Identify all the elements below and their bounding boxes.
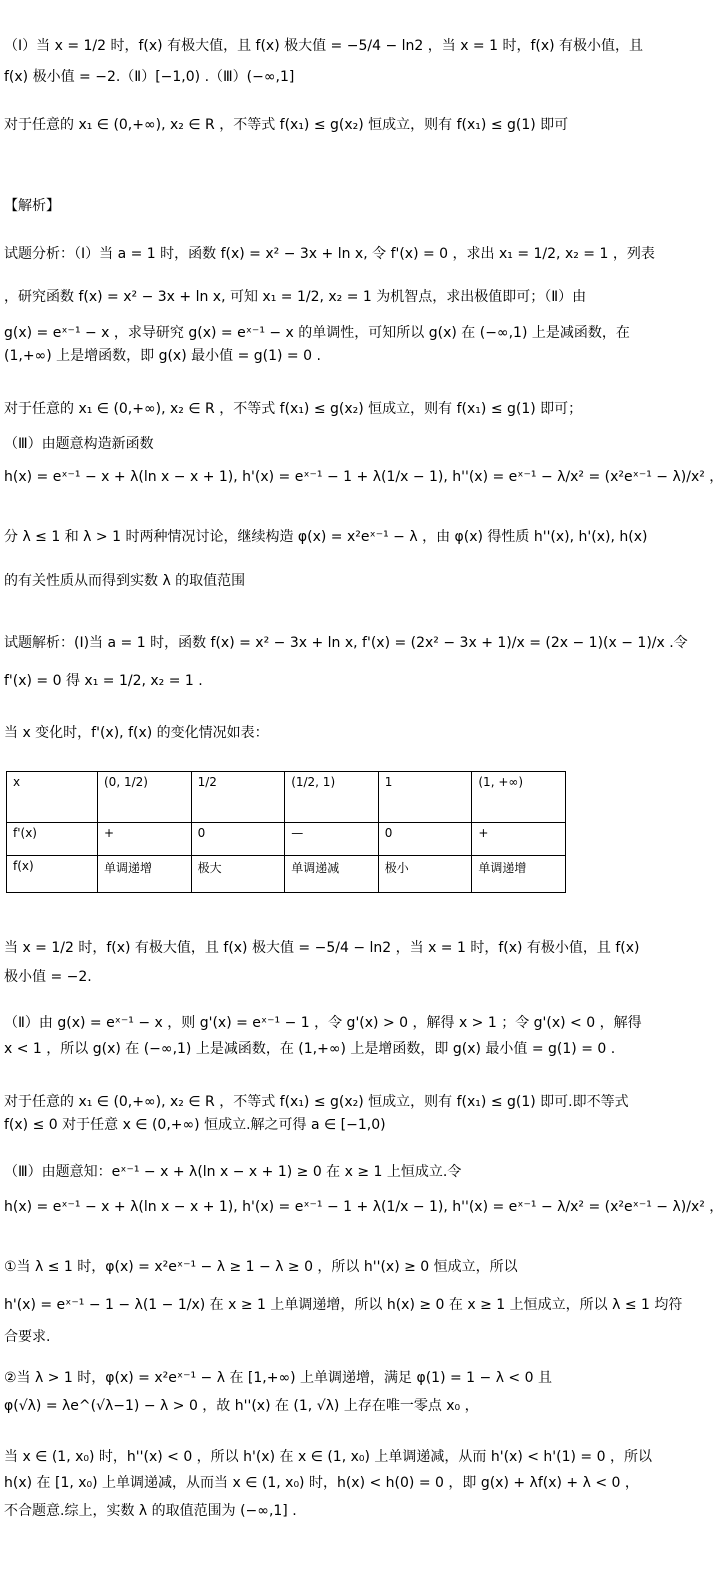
analysis-para-8: 分 λ ≤ 1 和 λ > 1 时两种情况讨论，继续构造 φ(x) = x²eˣ⁻¹ − λ ，由 φ(x) 得性质 h''(x), h'(x), h(x) — [4, 529, 648, 545]
after-table-line-16: 不合题意.综上，实数 λ 的取值范围为 (−∞,1] . — [4, 1503, 297, 1519]
table-row — [7, 772, 566, 823]
table-cell: — — [285, 823, 379, 856]
table-cell: + — [98, 823, 192, 856]
table-cell: 单调递增 — [472, 856, 566, 893]
table-cell: 1 — [378, 772, 472, 823]
table-cell: f'(x) — [7, 823, 98, 856]
solution-line-1: 试题解析：(Ⅰ)当 a = 1 时，函数 f(x) = x² − 3x + ln x, f'(x) = (2x² − 3x + 1)/x = (2x − 1)(x − 1)/x .令 — [4, 635, 688, 651]
after-table-line-7: （Ⅲ）由题意知：eˣ⁻¹ − x + λ(ln x − x + 1) ≥ 0 在 x ≥ 1 上恒成立.令 — [4, 1164, 462, 1180]
table-cell: + — [472, 823, 566, 856]
table-cell: 极小 — [378, 856, 472, 893]
analysis-para-7: h(x) = eˣ⁻¹ − x + λ(ln x − x + 1), h'(x) = eˣ⁻¹ − 1 + λ(1/x − 1), h''(x) = eˣ⁻¹ − λ/x² = (x²eˣ⁻¹ − λ)/x² ， — [4, 469, 723, 485]
table-cell: 1/2 — [191, 772, 285, 823]
table-cell: (1, +∞) — [472, 772, 566, 823]
table-cell: x — [7, 772, 98, 823]
answer-line-2: f(x) 极小值 = −2.（Ⅱ）[−1,0) .（Ⅲ）(−∞,1] — [4, 69, 295, 85]
table-cell: 0 — [378, 823, 472, 856]
after-table-line-10: h'(x) = eˣ⁻¹ − 1 − λ(1 − 1/x) 在 x ≥ 1 上单调递增，所以 h(x) ≥ 0 在 x ≥ 1 上恒成立，所以 λ ≤ 1 均符 — [4, 1297, 683, 1313]
answer-line-1: （Ⅰ）当 x = 1/2 时，f(x) 有极大值，且 f(x) 极大值 = −5/4 − ln2 ，当 x = 1 时，f(x) 有极小值，且 — [4, 38, 644, 54]
table-cell: (1/2, 1) — [285, 772, 379, 823]
table-cell: (0, 1/2) — [98, 772, 192, 823]
analysis-para-5: 对于任意的 x₁ ∈ (0,+∞), x₂ ∈ R ，不等式 f(x₁) ≤ g(x₂) 恒成立，则有 f(x₁) ≤ g(1) 即可； — [4, 401, 583, 417]
analysis-para-3: g(x) = eˣ⁻¹ − x ，求导研究 g(x) = eˣ⁻¹ − x 的单调性，可知所以 g(x) 在 (−∞,1) 上是减函数，在 — [4, 325, 630, 341]
analysis-heading: 【解析】 — [4, 198, 60, 214]
after-table-line-2: 极小值 = −2. — [4, 969, 92, 985]
variation-table — [6, 771, 566, 893]
analysis-para-6: （Ⅲ）由题意构造新函数 — [4, 436, 154, 452]
after-table-line-14: 当 x ∈ (1, x₀) 时，h''(x) < 0 ，所以 h'(x) 在 x ∈ (1, x₀) 上单调递减，从而 h'(x) < h'(1) = 0 ，所以 — [4, 1449, 652, 1465]
analysis-para-2: ，研究函数 f(x) = x² − 3x + ln x, 可知 x₁ = 1/2, x₂ = 1 为机智点，求出极值即可；（Ⅱ）由 — [4, 289, 587, 305]
analysis-para-9: 的有关性质从而得到实数 λ 的取值范围 — [4, 573, 246, 589]
after-table-line-1: 当 x = 1/2 时，f(x) 有极大值，且 f(x) 极大值 = −5/4 − ln2 ，当 x = 1 时，f(x) 有极小值，且 f(x) — [4, 940, 640, 956]
after-table-line-13: φ(√λ) = λe^(√λ−1) − λ > 0 ，故 h''(x) 在 (1, √λ) 上存在唯一零点 x₀ ， — [4, 1398, 479, 1414]
after-table-line-6: f(x) ≤ 0 对于任意 x ∈ (0,+∞) 恒成立.解之可得 a ∈ [−1,0) — [4, 1117, 386, 1133]
answer-line-3: 对于任意的 x₁ ∈ (0,+∞), x₂ ∈ R ，不等式 f(x₁) ≤ g(x₂) 恒成立，则有 f(x₁) ≤ g(1) 即可 — [4, 117, 569, 133]
after-table-line-3: （Ⅱ）由 g(x) = eˣ⁻¹ − x ，则 g'(x) = eˣ⁻¹ − 1 ，令 g'(x) > 0 ，解得 x > 1 ；令 g'(x) < 0 ，解得 — [4, 1015, 642, 1031]
table-row — [7, 823, 566, 856]
table-cell: 单调递增 — [98, 856, 192, 893]
analysis-para-1: 试题分析：（Ⅰ）当 a = 1 时，函数 f(x) = x² − 3x + ln x, 令 f'(x) = 0 ，求出 x₁ = 1/2, x₂ = 1 ，列表 — [4, 246, 655, 262]
after-table-line-9: ①当 λ ≤ 1 时，φ(x) = x²eˣ⁻¹ − λ ≥ 1 − λ ≥ 0 ，所以 h''(x) ≥ 0 恒成立，所以 — [4, 1259, 518, 1275]
table-row — [7, 856, 566, 893]
after-table-line-12: ②当 λ > 1 时，φ(x) = x²eˣ⁻¹ − λ 在 [1,+∞) 上单调递增，满足 φ(1) = 1 − λ < 0 且 — [4, 1370, 552, 1386]
table-cell: 极大 — [191, 856, 285, 893]
after-table-line-8: h(x) = eˣ⁻¹ − x + λ(ln x − x + 1), h'(x) = eˣ⁻¹ − 1 + λ(1/x − 1), h''(x) = eˣ⁻¹ − λ/x² = (x²eˣ⁻¹ − λ)/x² ， — [4, 1199, 723, 1215]
after-table-line-4: x < 1 ，所以 g(x) 在 (−∞,1) 上是减函数，在 (1,+∞) 上是增函数，即 g(x) 最小值 = g(1) = 0 . — [4, 1041, 616, 1057]
after-table-line-11: 合要求. — [4, 1329, 51, 1345]
after-table-line-5: 对于任意的 x₁ ∈ (0,+∞), x₂ ∈ R ，不等式 f(x₁) ≤ g(x₂) 恒成立，则有 f(x₁) ≤ g(1) 即可.即不等式 — [4, 1094, 629, 1110]
table-cell: 单调递减 — [285, 856, 379, 893]
table-cell: 0 — [191, 823, 285, 856]
table-cell: f(x) — [7, 856, 98, 893]
solution-line-3: 当 x 变化时，f'(x), f(x) 的变化情况如表： — [4, 725, 269, 741]
analysis-para-4: (1,+∞) 上是增函数，即 g(x) 最小值 = g(1) = 0 . — [4, 348, 321, 364]
solution-line-2: f'(x) = 0 得 x₁ = 1/2, x₂ = 1 . — [4, 673, 203, 689]
after-table-line-15: h(x) 在 [1, x₀) 上单调递减，从而当 x ∈ (1, x₀) 时，h(x) < h(0) = 0 ，即 g(x) + λf(x) + λ < 0 ， — [4, 1475, 639, 1491]
